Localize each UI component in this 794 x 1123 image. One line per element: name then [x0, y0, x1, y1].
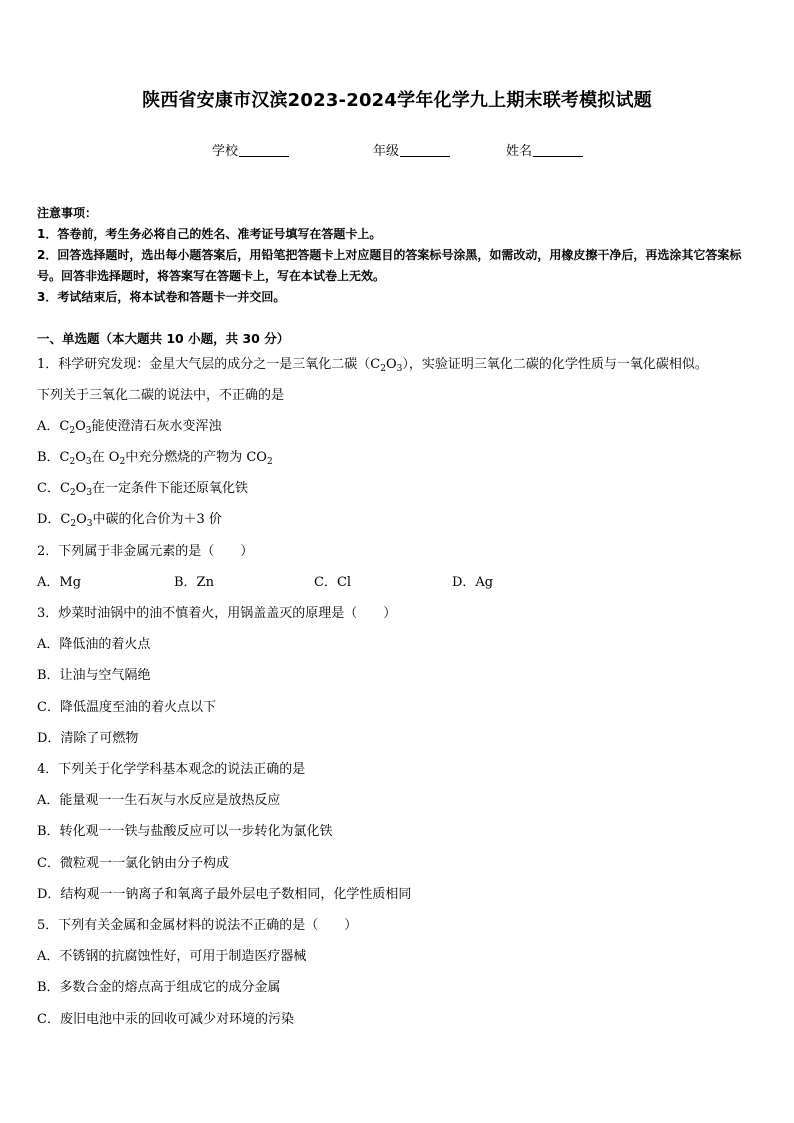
question-3-stem: 3．炒菜时油锅中的油不慎着火，用锅盖盖灭的原理是（ ）	[37, 606, 397, 621]
q1-subscript: 2	[380, 364, 386, 374]
notice-item: 1．答卷前，考生务必将自己的姓名、准考证号填写在答题卡上。	[37, 227, 382, 241]
q5-option-c: C．废旧电池中汞的回收可减少对环境的污染	[37, 1012, 294, 1027]
q4-option-a: A．能量观一一生石灰与水反应是放热反应	[37, 793, 281, 808]
question-1-stem-line2: 下列关于三氧化二碳的说法中，不正确的是	[37, 388, 285, 403]
q1-option-d: D．$C_2O_3$中碳的化合价为＋3 价	[37, 512, 222, 529]
question-1-stem	[37, 353, 708, 372]
school-label: 学校	[212, 144, 239, 159]
exam-title: 陕西省安康市汉滨2023-2024学年化学九上期末联考模拟试题	[142, 90, 652, 111]
grade-blank	[400, 143, 450, 157]
q1-option-a: A．$C_2O_3$能使澄清石灰水变浑浊	[37, 419, 222, 436]
q4-option-c: C．微粒观一一氯化钠由分子构成	[37, 856, 229, 871]
q1-option-b: B．$C_2O_3$在 $O_2$中充分燃烧的产物为 $CO_2$	[37, 450, 273, 467]
q1-stem-part: ），实验证明三氧化二碳的化学性质与一氧化碳相似。	[402, 357, 708, 372]
q1-stem-part: 1．科学研究发现：金星大气层的成分之一是三氧化二碳（C	[37, 357, 381, 372]
name-field	[506, 140, 583, 159]
q5-option-a: A．不锈钢的抗腐蚀性好，可用于制造医疗器械	[37, 949, 307, 964]
grade-field	[373, 140, 450, 159]
notice-item: 3．考试结束后，将本试卷和答题卡一并交回。	[37, 290, 286, 304]
q2-option-d: D．Ag	[452, 575, 494, 590]
question-2-stem: 2．下列属于非金属元素的是（ ）	[37, 544, 254, 559]
question-4-stem: 4．下列关于化学学科基本观念的说法正确的是	[37, 762, 306, 777]
q3-option-a: A．降低油的着火点	[37, 637, 151, 652]
q1-stem-part: O	[385, 357, 397, 372]
section-heading: 一、单选题（本大题共 10 小题，共 30 分）	[37, 331, 290, 346]
q2-option-b: B．Zn	[174, 575, 214, 590]
q3-option-c: C．降低温度至油的着火点以下	[37, 700, 216, 715]
q2-option-c: C．Cl	[314, 575, 352, 590]
q3-option-b: B．让油与空气隔绝	[37, 668, 151, 683]
name-blank	[533, 143, 583, 157]
question-5-stem: 5．下列有关金属和金属材料的说法不正确的是（ ）	[37, 918, 358, 933]
name-label: 姓名	[506, 144, 533, 159]
notice-heading: 注意事项：	[37, 206, 98, 220]
q1-subscript: 3	[396, 364, 403, 374]
q1-option-c: C．$C_2O_3$在一定条件下能还原氧化铁	[37, 481, 249, 498]
notice-block	[37, 203, 759, 308]
q3-option-d: D．清除了可燃物	[37, 731, 139, 746]
q5-option-b: B．多数合金的熔点高于组成它的成分金属	[37, 980, 281, 995]
q4-option-d: D．结构观一一钠离子和氧离子最外层电子数相同，化学性质相同	[37, 887, 412, 902]
q2-option-a: A．Mg	[37, 575, 82, 590]
school-blank	[239, 143, 289, 157]
q4-option-b: B．转化观一一铁与盐酸反应可以一步转化为氯化铁	[37, 824, 333, 839]
notice-item: 2．回答选择题时，选出每小题答案后，用铅笔把答题卡上对应题目的答案标号涂黑，如需改动，用橡皮擦干净后，再选涂其它答案标号。回答非选择题时，将答案写在答题卡上，写在本试卷上无效。	[37, 248, 742, 283]
school-field	[212, 140, 289, 159]
grade-label: 年级	[373, 144, 400, 159]
